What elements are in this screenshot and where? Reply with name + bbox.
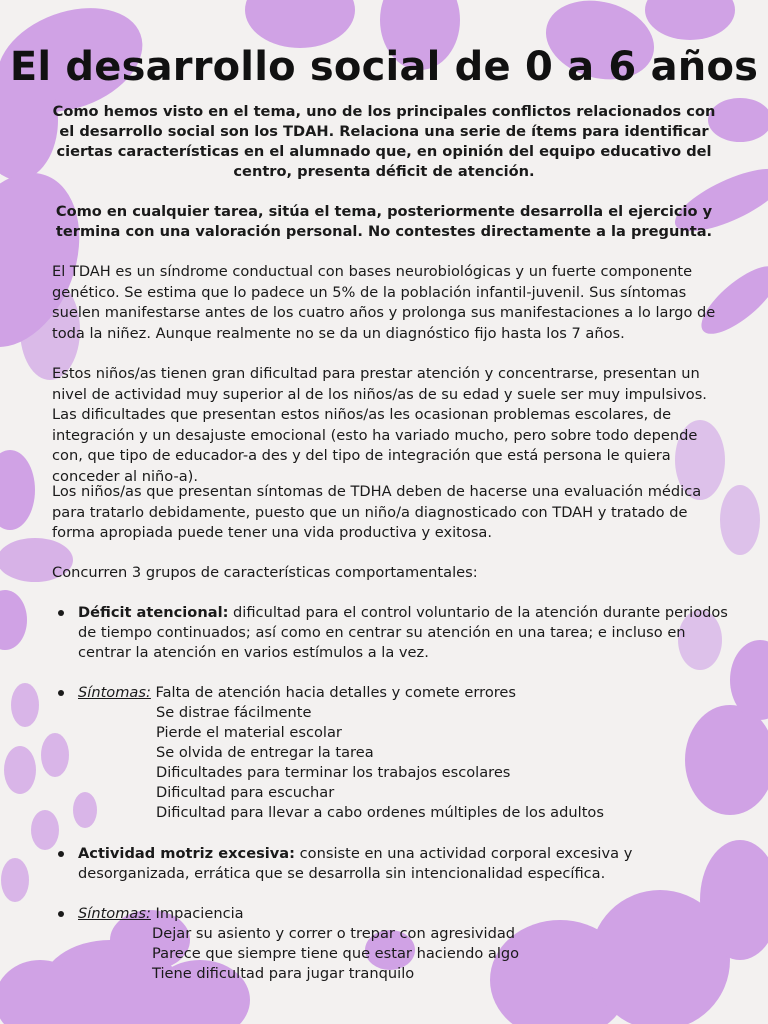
symptom-item: Dificultad para escuchar xyxy=(156,784,335,801)
list-item-actividad-motriz xyxy=(78,844,734,884)
list-item-sintomas-2 xyxy=(78,904,734,924)
body-paragraph-grupos: Concurren 3 grupos de características comportamentales: xyxy=(52,564,478,581)
symptom-item: Impaciencia xyxy=(155,905,244,922)
bullet-dot-icon xyxy=(58,690,64,696)
bullet-dot-icon xyxy=(58,911,64,917)
symptom-item: Dejar su asiento y correr o trepar con agresividad xyxy=(152,925,516,942)
group-heading: Déficit atencional: xyxy=(78,604,229,621)
bullet-dot-icon xyxy=(58,851,64,857)
intro-paragraph-2: Como en cualquier tarea, sitúa el tema, posteriormente desarrolla el ejercicio y termina con una valoración personal. No contestes directamente a la pregunta. xyxy=(55,203,713,240)
symptom-item: Se olvida de entregar la tarea xyxy=(156,744,374,761)
symptoms-label: Síntomas: xyxy=(78,684,151,701)
symptoms-label: Síntomas: xyxy=(78,905,151,922)
body-paragraph-dificultades: Estos niños/as tienen gran dificultad para prestar atención y concentrarse, presentan un nivel de actividad muy superior al de los niños/as de su edad y suele ser muy impulsivos. Las dificultades que presentan estos niños/as les ocasionan problemas escolares, de integración y un desajuste emocional (esto ha variado mucho, pero sobre todo depende con, que tipo de educador-a des y del tipo de integración que está persona le quiera conceder al niño-a). xyxy=(52,365,707,485)
list-item-sintomas-1 xyxy=(78,683,734,703)
bullet-dot-icon xyxy=(58,610,64,616)
group-description: consiste en una actividad corporal excesiva y desorganizada, errática que se desarrolla sin intencionalidad específica. xyxy=(78,845,633,882)
symptoms-list-1 xyxy=(156,703,604,823)
symptom-item: Se distrae fácilmente xyxy=(156,704,312,721)
symptom-item: Pierde el material escolar xyxy=(156,724,342,741)
page-title: El desarrollo social de 0 a 6 años xyxy=(9,44,759,90)
symptom-item: Dificultades para terminar los trabajos escolares xyxy=(156,764,511,781)
group-description: dificultad para el control voluntario de la atención durante periodos de tiempo continuados; así como en centrar su atención en una tarea; e incluso en centrar la atención en varios estímulos a la vez. xyxy=(78,604,728,661)
symptom-item: Tiene dificultad para jugar tranquilo xyxy=(152,965,415,982)
body-paragraph-tdah: El TDAH es un síndrome conductual con bases neurobiológicas y un fuerte componente genético. Se estima que lo padece un 5% de la población infantil-juvenil. Sus síntomas suelen manifestarse antes de los cuatro años y prolonga sus manifestaciones a lo largo de toda la niñez. Aunque realmente no se da un diagnóstico fijo hasta los 7 años. xyxy=(52,263,716,342)
group-heading: Actividad motriz excesiva: xyxy=(78,845,295,862)
symptom-item: Parece que siempre tiene que estar haciendo algo xyxy=(152,945,520,962)
list-item-deficit-atencional xyxy=(78,603,734,663)
body-paragraph-evaluacion: Los niños/as que presentan síntomas de TDHA deben de hacerse una evaluación médica para tratarlo debidamente, puesto que un niño/a diagnosticado con TDAH y tratado de forma apropiada puede tener una vida productiva y exitosa. xyxy=(52,483,702,541)
symptom-item: Dificultad para llevar a cabo ordenes múltiples de los adultos xyxy=(156,804,604,821)
symptoms-list-2 xyxy=(152,924,519,984)
intro-paragraph-1: Como hemos visto en el tema, uno de los principales conflictos relacionados con el desarrollo social son los TDAH. Relaciona una serie de ítems para identificar ciertas características en el alumnado que, en opinión del equipo educativo del centro, presenta déficit de atención. xyxy=(52,103,716,180)
symptom-item: Falta de atención hacia detalles y comete errores xyxy=(155,684,517,701)
